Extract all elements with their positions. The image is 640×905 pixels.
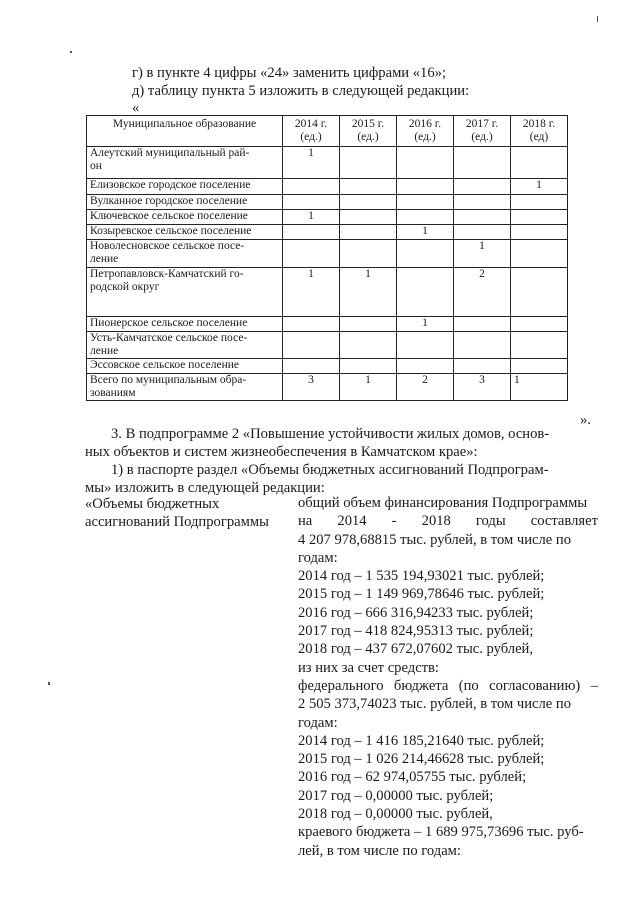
value-cell: 1 <box>283 147 340 179</box>
item-d-text: д) таблицу пункта 5 изложить в следующей редакции: <box>132 83 470 99</box>
value-cell <box>283 240 340 268</box>
total-line3: 4 207 978,68815 тыс. рублей, в том числе по <box>298 531 572 548</box>
municipality-name-line: Пионерское сельское поселение <box>90 317 248 329</box>
section3-line1: 3. В подпрограмме 2 «Повышение устойчивости жилых домов, основ- <box>111 426 550 442</box>
federal-word: федерального <box>298 677 384 694</box>
municipality-name-cell <box>87 195 283 210</box>
municipality-name-line: Ключевское сельское поселение <box>90 210 248 222</box>
value-cell: 3 <box>454 374 511 401</box>
value-cell: 3 <box>283 374 340 401</box>
value-cell <box>511 317 568 332</box>
total-year-2018: 2018 год – 437 672,07602 тыс. рублей, <box>298 641 534 658</box>
total-line2 <box>298 512 598 530</box>
value-cell <box>283 317 340 332</box>
municipality-name-cell <box>87 225 283 240</box>
value-cell <box>340 179 397 195</box>
municipality-name-cell <box>87 268 283 317</box>
municipality-name-line: Алеутский муниципальный рай- <box>90 147 250 159</box>
header-year <box>397 116 454 147</box>
header-unit-label: (ед.) <box>471 130 493 143</box>
table-row <box>87 147 568 179</box>
municipality-name-cell <box>87 317 283 332</box>
table-body <box>87 147 568 401</box>
value-cell <box>283 195 340 210</box>
value-cell <box>340 240 397 268</box>
value-cell <box>511 359 568 374</box>
total-year-2015: 2015 год – 1 149 969,78646 тыс. рублей; <box>298 586 545 603</box>
value-cell <box>454 210 511 225</box>
header-year-label: 2017 г. <box>465 118 499 130</box>
header-unit-label: (ед.) <box>414 130 436 143</box>
municipality-name-line: Елизовское городское поселение <box>90 179 251 191</box>
scan-speck <box>70 51 72 53</box>
from-sources: из них за счет средств: <box>298 659 439 676</box>
value-cell <box>511 195 568 210</box>
municipality-name-cell <box>87 359 283 374</box>
table-row <box>87 359 568 374</box>
value-cell: 1 <box>511 179 568 195</box>
value-cell <box>340 225 397 240</box>
municipal-table <box>86 115 568 401</box>
scan-speck <box>597 16 598 22</box>
value-cell <box>511 225 568 240</box>
header-year-label: 2018 г. <box>522 118 556 130</box>
header-year-label: 2016 г. <box>408 118 442 130</box>
municipality-name-line: Вулканное городское поселение <box>90 195 248 207</box>
table-row <box>87 210 568 225</box>
municipality-name-line: ление <box>90 344 119 357</box>
total-year-2016: 2016 год – 666 316,94233 тыс. рублей; <box>298 604 534 621</box>
municipality-name-cell <box>87 374 283 401</box>
value-cell <box>397 332 454 359</box>
value-cell <box>397 195 454 210</box>
scan-speck <box>48 682 50 685</box>
value-cell <box>511 147 568 179</box>
municipality-name-line: он <box>90 159 102 172</box>
value-cell <box>454 359 511 374</box>
passport-right-column <box>298 494 598 860</box>
value-cell <box>397 210 454 225</box>
value-cell <box>340 147 397 179</box>
value-cell <box>397 147 454 179</box>
federal-year-2015: 2015 год – 1 026 214,46628 тыс. рублей; <box>298 751 545 768</box>
value-cell <box>397 240 454 268</box>
municipality-name-line: родской округ <box>90 280 160 293</box>
value-cell <box>397 268 454 317</box>
header-municipality: Муниципальное образование <box>87 116 283 147</box>
value-cell: 1 <box>454 240 511 268</box>
total-year-2014: 2014 год – 1 535 194,93021 тыс. рублей; <box>298 568 545 585</box>
municipality-name-cell <box>87 147 283 179</box>
municipality-name-line: зованиям <box>90 386 136 399</box>
value-cell <box>511 210 568 225</box>
value-cell <box>283 225 340 240</box>
table-row <box>87 225 568 240</box>
value-cell: 1 <box>283 268 340 317</box>
value-cell <box>511 268 568 317</box>
table-open-quote: « <box>132 100 140 116</box>
municipality-name-cell <box>87 332 283 359</box>
value-cell <box>283 359 340 374</box>
value-cell <box>340 317 397 332</box>
total-year-2017: 2017 год – 418 824,95313 тыс. рублей; <box>298 623 534 640</box>
total-word: 2018 <box>421 513 451 530</box>
value-cell: 2 <box>454 268 511 317</box>
municipality-name-line: Новолесновское сельское посе- <box>90 240 245 252</box>
section3-line3: 1) в паспорте раздел «Объемы бюджетных ассигнований Подпрограм- <box>111 462 549 478</box>
municipality-name-line: Козыревское сельское поселение <box>90 225 252 237</box>
value-cell <box>511 240 568 268</box>
header-year-label: 2015 г. <box>351 118 385 130</box>
header-unit-label: (ед.) <box>300 130 322 143</box>
federal-by-years: годам: <box>298 714 338 731</box>
value-cell <box>454 225 511 240</box>
value-cell: 1 <box>511 374 568 401</box>
municipality-name-line: ление <box>90 252 119 265</box>
section3-line4: мы» изложить в следующей редакции: <box>85 480 325 496</box>
value-cell <box>454 179 511 195</box>
municipality-name-cell <box>87 240 283 268</box>
municipality-name-line: Эссовское сельское поселение <box>90 359 239 371</box>
total-by-years: годам: <box>298 549 338 566</box>
total-word: составляет <box>530 513 598 530</box>
value-cell <box>397 179 454 195</box>
municipality-name-line: Всего по муниципальным обра- <box>90 374 247 386</box>
value-cell <box>454 317 511 332</box>
municipality-name-cell <box>87 179 283 195</box>
value-cell <box>397 359 454 374</box>
header-unit-label: (ед.) <box>357 130 379 143</box>
header-year <box>283 116 340 147</box>
value-cell: 2 <box>397 374 454 401</box>
federal-word: (по <box>458 677 479 694</box>
total-word: на <box>298 513 313 530</box>
value-cell <box>283 332 340 359</box>
value-cell <box>511 332 568 359</box>
federal-line2: 2 505 373,74023 тыс. рублей, в том числе по <box>298 696 572 713</box>
total-word: годы <box>475 513 506 530</box>
table-row <box>87 374 568 401</box>
federal-word: бюджета <box>393 677 449 694</box>
regional-line1: краевого бюджета – 1 689 975,73696 тыс. руб- <box>298 824 584 841</box>
value-cell <box>283 179 340 195</box>
value-cell <box>340 332 397 359</box>
table-header-row <box>87 116 568 147</box>
value-cell <box>454 332 511 359</box>
table-row <box>87 240 568 268</box>
total-word: 2014 <box>337 513 367 530</box>
table-row <box>87 179 568 195</box>
value-cell: 1 <box>340 268 397 317</box>
federal-word: согласованию) <box>489 677 581 694</box>
item-g-text: г) в пункте 4 цифры «24» заменить цифрами «16»; <box>132 65 447 81</box>
table-row <box>87 195 568 210</box>
value-cell: 1 <box>397 317 454 332</box>
federal-year-2014: 2014 год – 1 416 185,21640 тыс. рублей; <box>298 732 545 749</box>
header-year <box>511 116 568 147</box>
municipality-name-line: Петропавловск-Камчатский го- <box>90 268 244 280</box>
value-cell: 1 <box>397 225 454 240</box>
value-cell: 1 <box>283 210 340 225</box>
federal-year-2018: 2018 год – 0,00000 тыс. рублей, <box>298 806 493 823</box>
regional-line2: лей, в том числе по годам: <box>298 842 461 859</box>
header-year <box>454 116 511 147</box>
table-close-quote: ». <box>580 412 591 428</box>
table-row <box>87 317 568 332</box>
header-unit-label: (ед) <box>529 130 549 143</box>
value-cell <box>454 147 511 179</box>
value-cell <box>340 195 397 210</box>
federal-line1 <box>298 677 598 695</box>
federal-word: – <box>590 677 598 694</box>
total-line1: общий объем финансирования Подпрограммы <box>298 495 588 511</box>
federal-year-2017: 2017 год – 0,00000 тыс. рублей; <box>298 787 494 804</box>
passport-left-line1: «Объемы бюджетных <box>85 496 220 512</box>
municipality-name-line: Усть-Камчатское сельское посе- <box>90 332 248 344</box>
section3-line2: ных объектов и систем жизнеобеспечения в Камчатском крае»: <box>85 444 478 460</box>
value-cell <box>340 359 397 374</box>
federal-year-2016: 2016 год – 62 974,05755 тыс. рублей; <box>298 769 527 786</box>
header-year-label: 2014 г. <box>294 118 328 130</box>
total-word: - <box>391 513 397 530</box>
value-cell <box>340 210 397 225</box>
municipality-name-cell <box>87 210 283 225</box>
passport-left-line2: ассигнований Подпрограммы <box>85 514 269 530</box>
table-row <box>87 332 568 359</box>
header-year <box>340 116 397 147</box>
value-cell <box>454 195 511 210</box>
value-cell: 1 <box>340 374 397 401</box>
table-row <box>87 268 568 317</box>
